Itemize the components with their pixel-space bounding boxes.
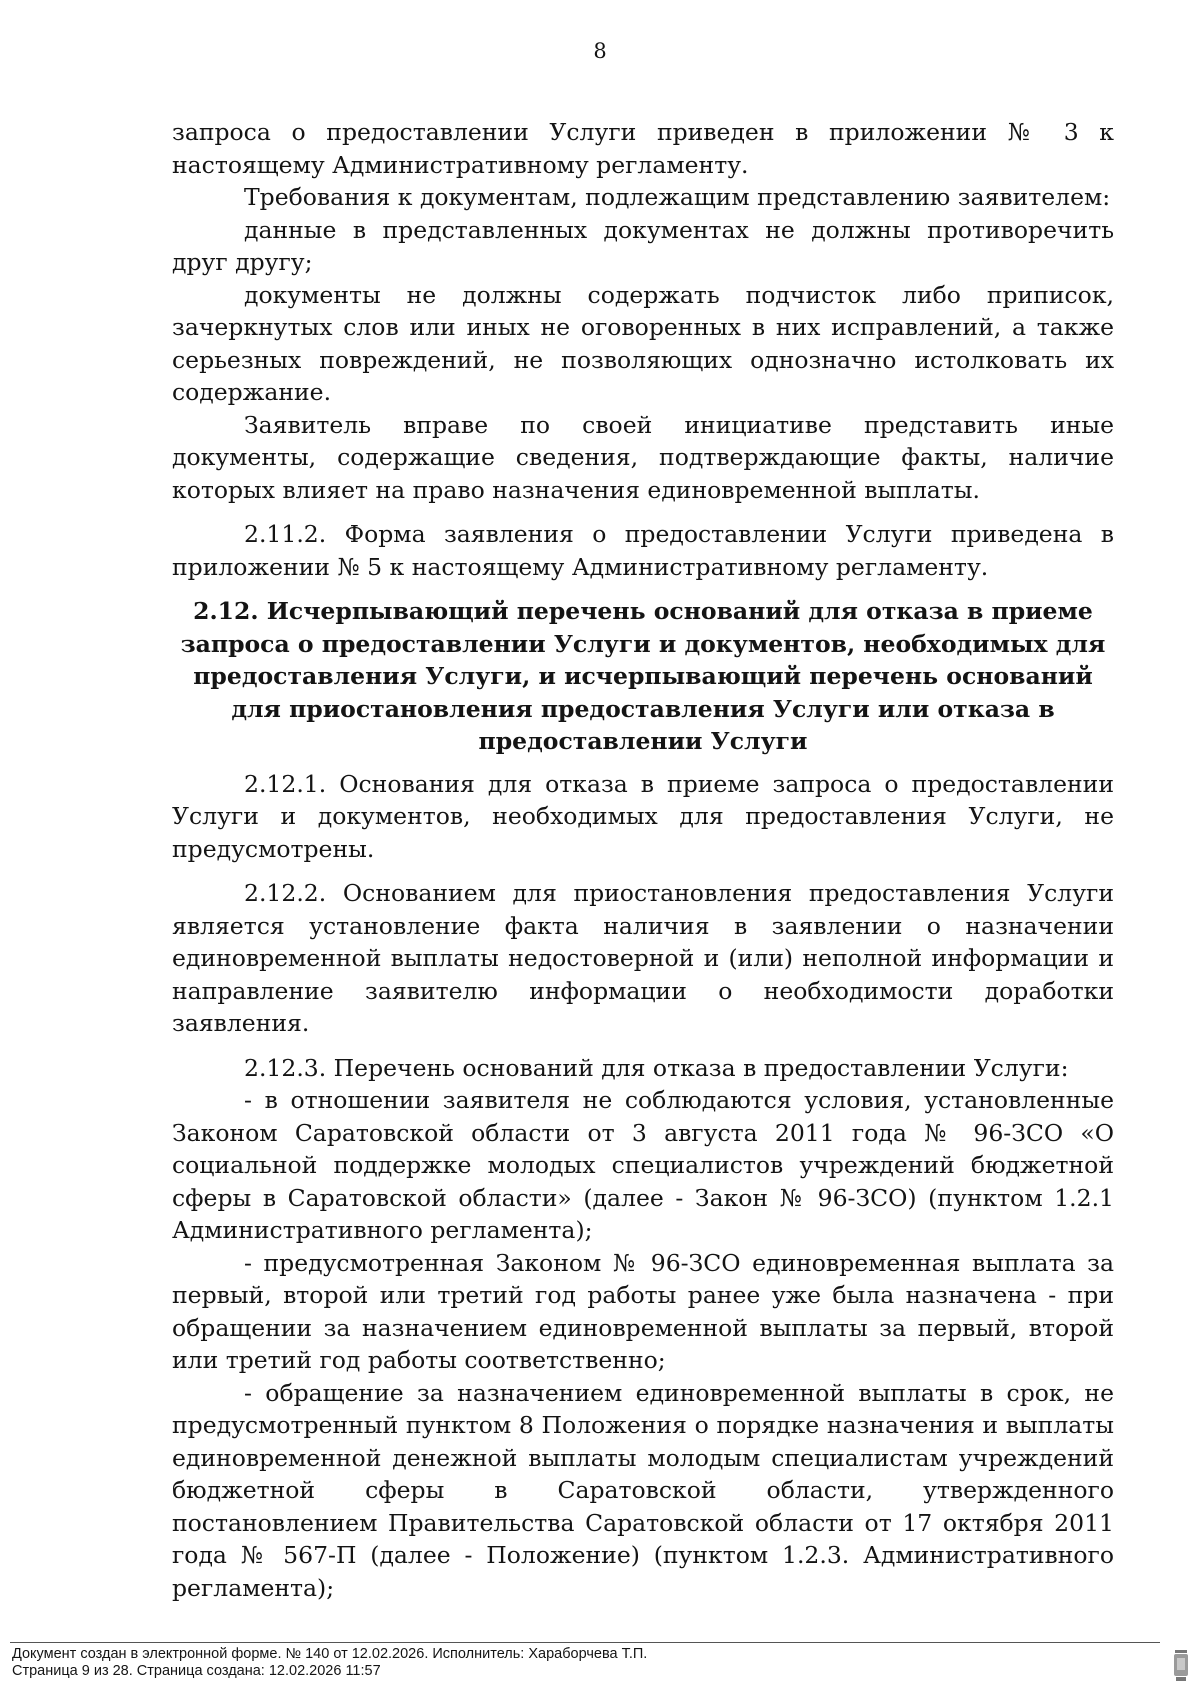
paragraph: запроса о предоставлении Услуги приведен в приложении № 3 к настоящему Административному регламенту. [172, 118, 1114, 179]
list-item: - в отношении заявителя не соблюдаются условия, установленные Законом Саратовской области от 3 августа 2011 года № 96-ЗСО «О социальной поддержке молодых специалистов учреждений бюджетной сферы в Саратовской области» (далее - Закон № 96-ЗСО) (пунктом 1.2.1 Административного регламента); [172, 1086, 1114, 1244]
section-heading: 2.12. Исчерпывающий перечень оснований для отказа в приеме запроса о предоставлении Услуги и документов, необходимых для предоставления Услуги, и исчерпывающий перечень оснований для приостановления предоставления Услуги или отказа в предоставлении Услуги [180, 597, 1106, 755]
paragraph: Заявитель вправе по своей инициативе представить иные документы, содержащие сведения, подтверждающие факты, наличие которых влияет на право назначения единовременной выплаты. [172, 410, 1114, 504]
paragraph: 2.12.2. Основанием для приостановления предоставления Услуги является установление факта наличия в заявлении о назначении единовременной выплаты недостоверной и (или) неполной информации и направление заявителю информации о необходимости доработки заявления. [172, 879, 1114, 1037]
footer-divider [10, 1642, 1160, 1643]
paragraph: 2.11.2. Форма заявления о предоставлении Услуги приведена в приложении № 5 к настоящему Административному регламенту. [172, 520, 1114, 581]
footer [12, 1646, 1112, 1680]
paragraph: 2.12.1. Основания для отказа в приеме запроса о предоставлении Услуги и документов, необходимых для предоставления Услуги, не предусмотрены. [172, 769, 1114, 863]
paragraph: данные в представленных документах не должны противоречить друг другу; [172, 215, 1114, 276]
list-item: - предусмотренная Законом № 96-ЗСО единовременная выплата за первый, второй или третий год работы ранее уже была назначена - при обращении за назначением единовременной выплаты за первый, второй или третий год работы соответственно; [172, 1248, 1114, 1374]
paragraph: Требования к документам, подлежащим представлению заявителем: [244, 183, 1111, 211]
paragraph: документы не должны содержать подчисток либо приписок, зачеркнутых слов или иных не оговоренных в них исправлений, а также серьезных повреждений, не позволяющих однозначно истолковать их содержание. [172, 280, 1114, 406]
paragraph: 2.12.3. Перечень оснований для отказа в предоставлении Услуги: [244, 1053, 1069, 1082]
footer-line: Страница 9 из 28. Страница создана: 12.02.2026 11:57 [12, 1663, 381, 1679]
page-number: 8 [593, 39, 607, 63]
coat-of-arms-icon [1172, 1648, 1190, 1684]
footer-line: Документ создан в электронной форме. № 140 от 12.02.2026. Исполнитель: Хараборчева Т.П. [12, 1646, 648, 1662]
list-item: - обращение за назначением единовременной выплаты в срок, не предусмотренный пунктом 8 Положения о порядке назначения и выплаты единовременной денежной выплаты молодым специалистам учреждений бюджетной сферы в Саратовской области, утвержденного постановлением Правительства Саратовской области от 17 октября 2011 года № 567-П (далее - Положение) (пунктом 1.2.3. Административного регламента); [172, 1378, 1114, 1602]
document-body [172, 116, 1114, 1604]
